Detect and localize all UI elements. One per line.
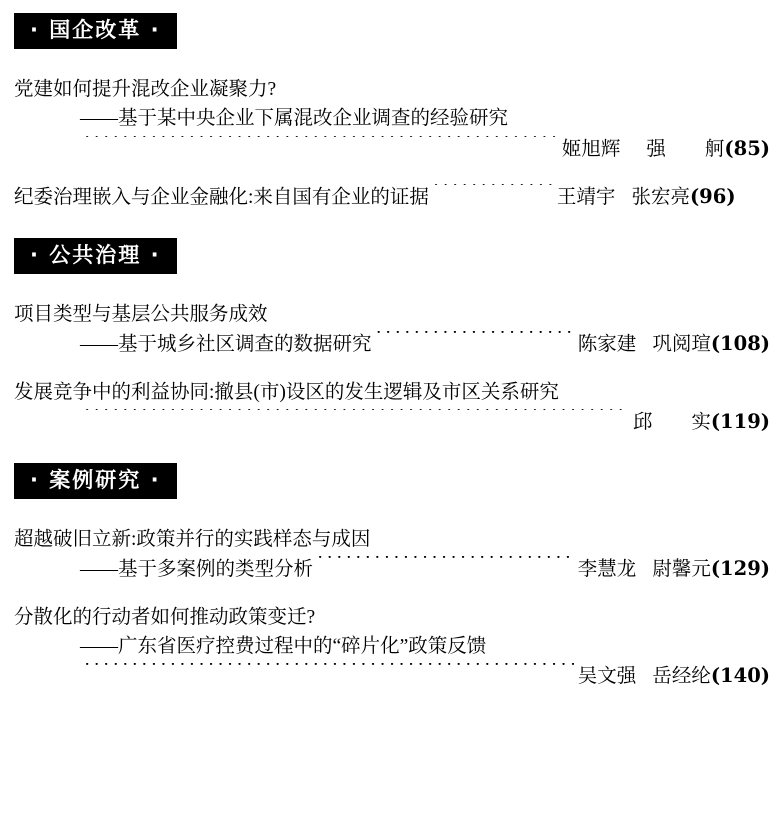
entry-page-number: (85) — [724, 136, 770, 160]
entry-subtitle: 基于某中央企业下属混改企业调查的经验研究 — [118, 108, 509, 130]
entry-authors-line — [14, 661, 770, 691]
entry-authors-line — [14, 407, 770, 437]
section-heading-public-governance: · 公共治理 · — [14, 238, 177, 274]
toc-entry[interactable] — [14, 525, 770, 585]
entry-page-number: (140) — [710, 664, 770, 687]
entry-page-number: (129) — [710, 557, 770, 581]
author-name: 吴文强 — [577, 666, 637, 687]
toc-entry[interactable] — [14, 300, 770, 360]
author-name: 姬旭辉 — [561, 138, 621, 160]
entry-title: 发展竞争中的利益协同:撤县(市)设区的发生逻辑及市区关系研究 — [14, 381, 559, 403]
toc-entry[interactable] — [14, 378, 770, 438]
author-name: 巩阅瑄 — [652, 334, 711, 356]
author-name: 李慧龙 — [577, 559, 637, 581]
author-name: 陈家建 — [577, 334, 637, 356]
entry-subtitle: 广东省医疗控费过程中的“碎片化”政策反馈 — [118, 635, 487, 657]
entry-subtitle: 基于多案例的类型分析 — [118, 559, 314, 581]
leader-dots — [84, 136, 558, 155]
section-3 — [14, 463, 770, 499]
leader-dots — [433, 184, 553, 203]
author-name: 邱 实 — [632, 411, 711, 433]
entry-authors — [578, 329, 770, 359]
entry-subtitle-line — [14, 104, 770, 133]
leader-dots — [84, 663, 574, 682]
toc-entry[interactable] — [14, 75, 770, 164]
entry-authors — [578, 554, 770, 584]
entry-page-number: (119) — [710, 409, 770, 433]
author-name: 岳经纶 — [652, 666, 711, 687]
journal-table-of-contents — [0, 13, 784, 819]
author-name: 王靖宇 — [556, 186, 616, 208]
leader-dots — [376, 331, 574, 350]
author-name: 张宏亮 — [631, 186, 690, 208]
toc-entry[interactable] — [14, 182, 770, 212]
entry-authors — [633, 407, 770, 437]
author-name: 尉馨元 — [652, 559, 711, 581]
em-dash: —— — [80, 559, 117, 581]
leader-dots — [317, 556, 574, 575]
entry-subtitle-line — [14, 632, 770, 661]
entry-title: 纪委治理嵌入与企业金融化:来自国有企业的证据 — [14, 186, 429, 208]
section-heading-case-studies: · 案例研究 · — [14, 463, 177, 499]
entry-title-authors-line — [14, 182, 770, 212]
entry-subtitle-authors-line — [14, 329, 770, 359]
entry-authors-line — [14, 134, 770, 164]
entry-authors — [562, 134, 770, 164]
entry-page-number: (96) — [689, 184, 736, 208]
entry-title: 分散化的行动者如何推动政策变迁? — [14, 606, 316, 628]
toc-entry[interactable] — [14, 603, 770, 692]
entry-authors — [557, 182, 736, 212]
entry-title: 党建如何提升混改企业凝聚力? — [14, 79, 277, 100]
em-dash: —— — [80, 334, 117, 356]
entry-page-number: (108) — [710, 332, 770, 356]
author-name: 强 舸 — [646, 138, 725, 160]
leader-dots — [84, 409, 629, 428]
section-heading-state-enterprise-reform: · 国企改革 · — [14, 13, 177, 49]
entry-title: 项目类型与基层公共服务成效 — [14, 304, 268, 325]
entry-subtitle: 基于城乡社区调查的数据研究 — [118, 334, 372, 356]
entry-subtitle-authors-line — [14, 554, 770, 584]
section-2 — [14, 238, 770, 274]
entry-authors — [578, 661, 770, 691]
section-1 — [14, 13, 770, 49]
em-dash: —— — [80, 108, 117, 130]
entry-title: 超越破旧立新:政策并行的实践样态与成因 — [14, 529, 371, 550]
em-dash: —— — [80, 635, 117, 657]
